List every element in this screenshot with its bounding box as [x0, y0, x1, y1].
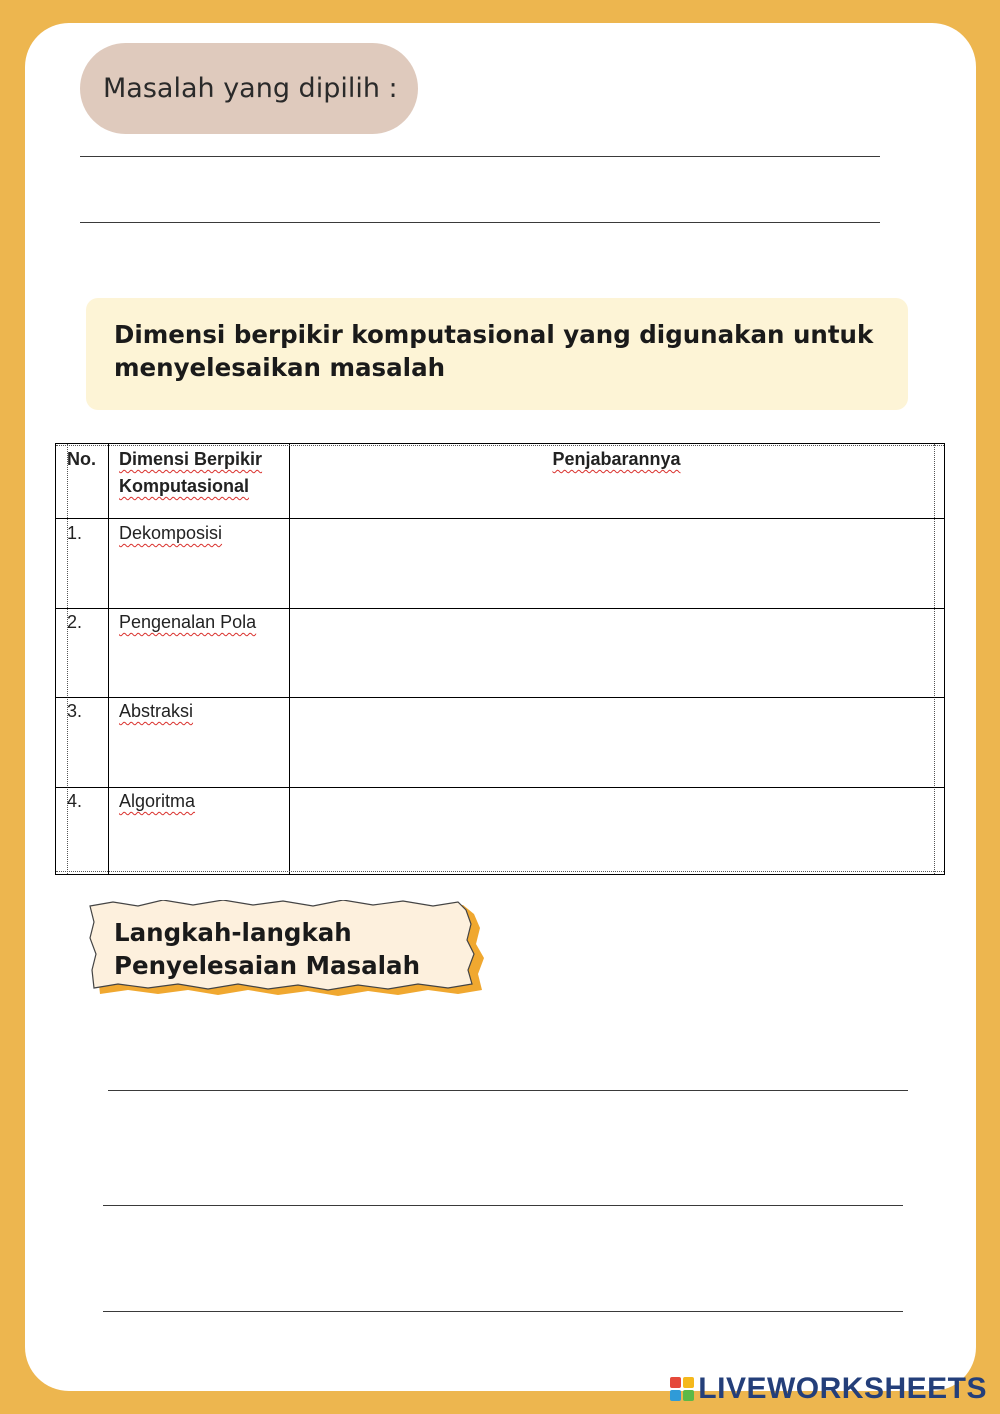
row-3-description-cell[interactable]	[296, 701, 926, 781]
logo-square-green	[683, 1390, 694, 1401]
liveworksheets-wordmark: LIVEWORKSHEETS	[698, 1372, 987, 1405]
row-2-number: 2.	[67, 612, 83, 632]
logo-square-red	[670, 1377, 681, 1388]
row-1-description-cell[interactable]	[296, 523, 926, 603]
row-1-number: 1.	[67, 523, 83, 543]
answer-line-steps-1[interactable]	[108, 1090, 908, 1091]
problem-label-pill	[80, 43, 418, 134]
answer-line-steps-2[interactable]	[103, 1205, 903, 1206]
row-4-dimension: Algoritma	[119, 791, 196, 811]
answer-line-problem-2[interactable]	[80, 222, 880, 223]
answer-line-problem-1[interactable]	[80, 156, 880, 157]
table-header-description: Penjabarannya	[552, 449, 681, 469]
row-4-description-cell[interactable]	[296, 791, 926, 869]
row-3-dimension: Abstraksi	[119, 701, 194, 721]
liveworksheets-brand	[670, 1372, 987, 1406]
dimension-table	[55, 443, 945, 875]
row-2-dimension: Pengenalan Pola	[119, 612, 257, 632]
steps-section-title: Langkah-langkah Penyelesaian Masalah	[114, 918, 421, 980]
table-header-no: No.	[67, 449, 96, 469]
liveworksheets-logo-icon	[670, 1377, 694, 1401]
row-3-number: 3.	[67, 701, 83, 721]
dimension-section-title-box	[86, 298, 908, 410]
problem-label: Masalah yang dipilih :	[103, 73, 398, 104]
answer-line-steps-3[interactable]	[103, 1311, 903, 1312]
dimension-section-title: Dimensi berpikir komputasional yang digunakan untuk menyelesaikan masalah	[114, 320, 874, 382]
logo-square-yellow	[683, 1377, 694, 1388]
logo-square-blue	[670, 1390, 681, 1401]
row-2-description-cell[interactable]	[296, 612, 926, 692]
steps-section-tag	[88, 900, 486, 996]
row-1-dimension: Dekomposisi	[119, 523, 223, 543]
table-header-dimension: Dimensi Berpikir Komputasional	[119, 449, 263, 496]
row-4-number: 4.	[67, 791, 83, 811]
